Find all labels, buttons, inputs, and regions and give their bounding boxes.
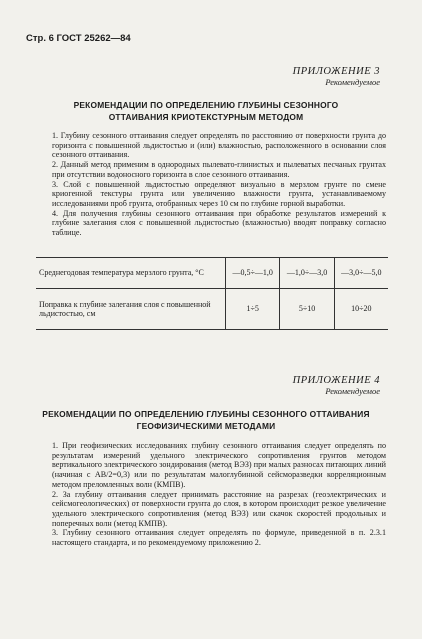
appendix-3-heading-line1: РЕКОМЕНДАЦИИ ПО ОПРЕДЕЛЕНИЮ ГЛУБИНЫ СЕЗОННОГО: [73, 100, 339, 110]
table-cell: —0,5÷—1,0: [226, 258, 280, 289]
table-cell: —1,0÷—3,0: [280, 258, 334, 289]
appendix-3-heading-line2: ОТТАИВАНИЯ КРИОТЕКСТУРНЫМ МЕТОДОМ: [108, 112, 304, 122]
appendix-3-heading: [26, 99, 386, 123]
table-cell: 10÷20: [334, 289, 388, 330]
appendix-4-title: ПРИЛОЖЕНИЕ 4: [292, 375, 380, 386]
table-cell: 5÷10: [280, 289, 334, 330]
table-cell: 1÷5: [226, 289, 280, 330]
appendix-4-paragraph-1: 1. При геофизических исследованиях глубину сезонного оттаивания следует определять по результатам измерений удельного электрического сопротивления грунтов методом вертикального электрического зондирования (метод ВЭЗ) при малых разносах питающих линий (начиная с АВ/2=0,3) или по результатам малоглубинной сейсморазведки корреляционным методом преломленных волн (КМПВ).: [52, 441, 386, 489]
appendix-4-label: [293, 375, 380, 396]
appendix-3-paragraph-3: 3. Слой с повышенной льдистостью определяют визуально в мерзлом грунте по смене криогенной текстуры грунта или увеличению влажности грунта, устанавливаемому исследованиями проб грунта, отобранных через 10 см по глубине горной выработки.: [52, 179, 386, 208]
appendix-4-heading: [26, 408, 386, 432]
appendix-3-paragraph-2: 2. Данный метод применим в однородных пылевато-глинистых и пылеватых песчаных грунтах при отсутствии водоносного горизонта в слое сезонного оттаивания.: [52, 160, 386, 179]
appendix-4-subtitle: Рекомендуемое: [325, 386, 380, 396]
appendix-3-label: [293, 66, 380, 87]
appendix-4-paragraph-3: 3. Глубину сезонного оттаивания следует определять по формуле, приведенной в п. 2.3.1 настоящего стандарта, и по рекомендуемому приложению 2.: [52, 528, 386, 548]
appendix-4-paragraph-2: 2. За глубину оттаивания следует принимать расстояние на разрезах (геоэлектрических и сейсмогеологических) от поверхности грунта до слоя, в котором происходит резкое увеличение удельного электрического сопротивления (метод ВЭЗ) или скачок скоростей продольных и поперечных волн (метод КМПВ).: [52, 489, 386, 528]
table-cell-label: Среднегодовая температура мерзлого грунта, °С: [36, 258, 226, 289]
table-row: [36, 289, 388, 330]
appendix-4-heading-line2: ГЕОФИЗИЧЕСКИМИ МЕТОДАМИ: [136, 421, 276, 431]
appendix-3-paragraph-1: 1. Глубину сезонного оттаивания следует определять по расстоянию от поверхности грунта до горизонта с повышенной льдистостью и (или) влажностью, расположенного в основании слоя сезонного оттаивания.: [52, 131, 386, 160]
appendix-3-body: [36, 131, 386, 238]
appendix-4-body: [36, 441, 386, 548]
appendix-3-subtitle: Рекомендуемое: [325, 77, 380, 87]
page-header: Стр. 6 ГОСТ 25262—84: [26, 33, 131, 44]
appendix-3-paragraph-4: 4. Для получения глубины сезонного оттаивания при обработке результатов измерений к глубине залегания слоя с повышенной льдистостью (влажностью) вводят поправку согласно таблице.: [52, 208, 386, 238]
table-cell: —3,0÷—5,0: [334, 258, 388, 289]
appendix-4-heading-line1: РЕКОМЕНДАЦИИ ПО ОПРЕДЕЛЕНИЮ ГЛУБИНЫ СЕЗОННОГО ОТТАИВАНИЯ: [42, 409, 370, 419]
appendix-3-title: ПРИЛОЖЕНИЕ 3: [292, 66, 380, 77]
table-row: [36, 258, 388, 289]
table-cell-label: Поправка к глубине залегания слоя с повышенной льдистостью, см: [36, 289, 226, 330]
correction-table: [36, 257, 388, 330]
